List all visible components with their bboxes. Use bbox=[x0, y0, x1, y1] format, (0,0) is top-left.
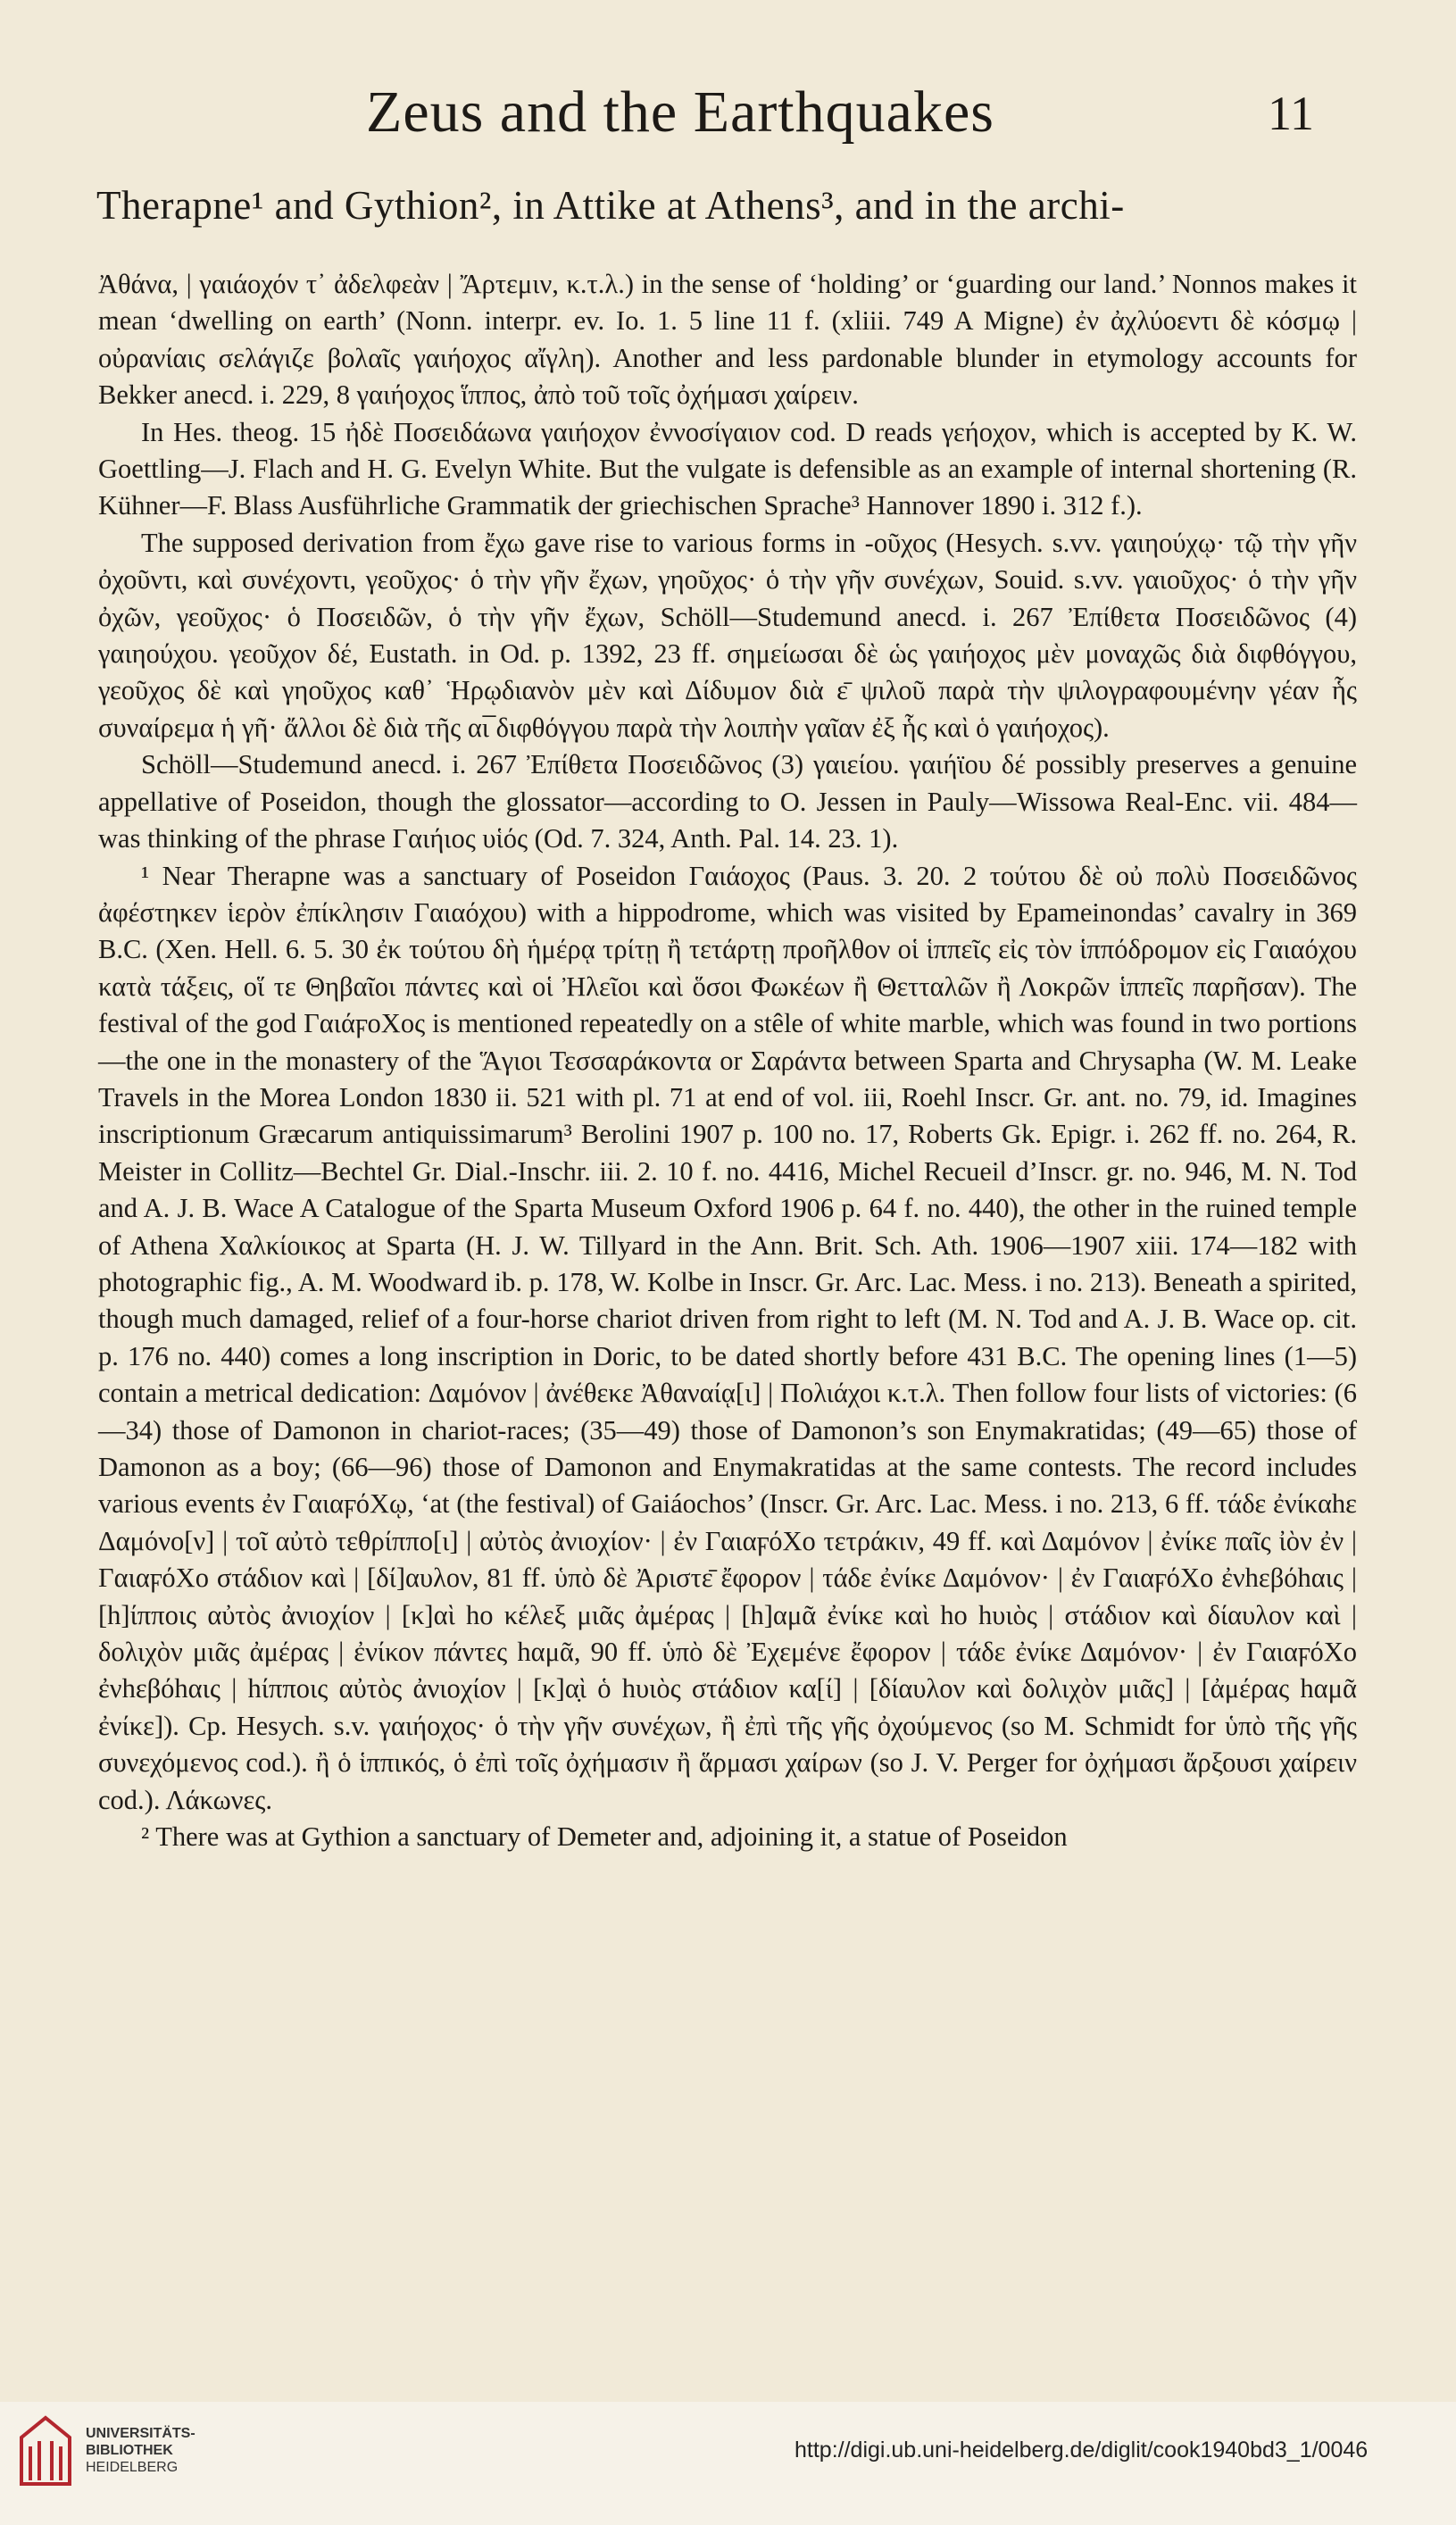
footnote-text: Ἀθάνα, | γαιάοχόν τ᾽ ἀδελφεὰν | Ἄρτεμιν, κ.τ.λ.) in the sense of ‘holding’ or ‘guarding our land.’ Nonnos makes it mean ‘dwelling on earth’ (Nonn. interpr. ev. Io. 1. 5 line 11 f. (xliii. 749 A Migne) ἐν ἀχλύοεντι δὲ κόσμῳ | οὐρανίαις σελάγιζε βολαῖς γαιήοχος αἴγλη). Another and less pardonable blunder in etymology accounts for Bekker anecd. i. 229, 8 γαιήοχος ἵππος, ἀπὸ τοῦ τοῖς ὀχήμασι χαίρειν. bbox=[98, 269, 1357, 411]
library-name-line: BIBLIOTHEK bbox=[86, 2443, 173, 2458]
footnote-text: In Hes. theog. 15 ἠδὲ Ποσειδάωνα γαιήοχον ἐννοσίγαιον cod. D reads γεήοχον, which is accepted by K. W. Goettling—J. Flach and H. G. Evelyn White. But the vulgate is defensible as an example of internal shortening (R. Kühner—F. Blass Ausführliche Grammatik der griechischen Sprache³ Hannover 1890 i. 312 f.). bbox=[98, 416, 1357, 521]
footnote-paragraph bbox=[98, 746, 1357, 857]
library-name-line: UNIVERSITÄTS- bbox=[86, 2426, 196, 2441]
university-library-logo-icon bbox=[14, 2411, 77, 2491]
footnote-text: ² There was at Gythion a sanctuary of Demeter and, adjoining it, a statue of Poseidon bbox=[141, 1821, 1068, 1853]
footnote-paragraph bbox=[98, 414, 1357, 525]
running-title: Zeus and the Earthquakes bbox=[366, 79, 994, 145]
footnote-text: ¹ Near Therapne was a sanctuary of Poseidon Γαιάοχος (Paus. 3. 20. 2 τούτου δὲ οὐ πολὺ Ποσειδῶνος ἀφέστηκεν ἱερὸν ἐπίκλησιν Γαιαόχου) with a hippodrome, which was visited by Epameinondas’ cavalry in 369 B.C. (Xen. Hell. 6. 5. 30 ἐκ τούτου δὴ ἡμέρᾳ τρίτῃ ἢ τετάρτῃ προῆλθον οἱ ἱππεῖς εἰς τὸν ἱππόδρομον εἰς Γαιαόχου κατὰ τάξεις, οἵ τε Θηβαῖοι πάντες καὶ οἱ Ἠλεῖοι καὶ ὅσοι Φωκέων ἢ Θετταλῶν ἢ Λοκρῶν ἱππεῖς παρῆσαν). The festival of the god ΓαιάϝοΧος is mentioned repeatedly on a stêle of white marble, which was found in two portions—the one in the monastery of the Ἅγιοι Τεσσαράκοντα or Σαράντα between Sparta and Chrysapha (W. M. Leake Travels in the Morea London 1830 ii. 521 with pl. 71 at end of vol. iii, Roehl Inscr. Gr. ant. no. 79, id. Imagines inscriptionum Græcarum antiquissimarum³ Berolini 1907 p. 100 no. 17, Roberts Gk. Epigr. i. 262 ff. no. 264, R. Meister in Collitz—Bechtel Gr. Dial.-Inschr. iii. 2. 10 f. no. 4416, Michel Recueil d’Inscr. gr. no. 946, M. N. Tod and A. J. B. Wace A Catalogue of the Sparta Museum Oxford 1906 p. 64 f. no. 440), the other in the ruined temple of Athena Χαλκίοικος at Sparta (H. J. W. Tillyard in the Ann. Brit. Sch. Ath. 1906—1907 xiii. 174—182 with photographic fig., A. M. Woodward ib. p. 178, W. Kolbe in Inscr. Gr. Arc. Lac. Mess. i no. 213). Beneath a spirited, though much damaged, relief of a four-horse chariot driven from right to left (M. N. Tod and A. J. B. Wace op. cit. p. 176 no. 440) comes a long inscription in Doric, to be dated shortly before 431 B.C. The opening lines (1—5) contain a metrical dedication: Δαμόνον | ἀνέθεκε Ἀθαναίᾳ[ι] | Πολιάχοι κ.τ.λ. Then follow four lists of victories: (6—34) those of Damonon in chariot-races; (35—49) those of Damonon’s son Enymakratidas; (49—65) those of Damonon as a boy; (66—96) those of Damonon and Enymakratidas at the same contests. The record includes various events ἐν ΓαιαϝόΧῳ, ‘at (the festival) of Gaiáochos’ (Inscr. Gr. Arc. Lac. Mess. i no. 213, 6 ff. τάδε ἐνίκαhε Δαμόνο[ν] | τοῖ αὐτὸ τεθρίππο[ι] | αὐτὸς ἀνιοχίον· | ἐν ΓαιαϝόΧο τετράκιν, 49 ff. καὶ Δαμόνον | ἐνίκε παῖς ἰὸν ἐν | ΓαιαϝόΧο στάδιον καὶ | [δί]αυλον, 81 ff. ὑπὸ δὲ Ἀριστε̄ ἔφορον | τάδε ἐνίκε Δαμόνον· | ἐν ΓαιαϝόΧο ἐνhεβόhαις | [h]ίπποις αὐτὸς ἀνιοχίον | [κ]αὶ hο κέλεξ μιᾶς ἀμέρας | [h]αμᾶ ἐνίκε καὶ hο hυιὸς | στάδιον καὶ δίαυλον καὶ | δολιχὸν μιᾶς ἀμέρας | ἐνίκον πάντες hαμᾶ, 90 ff. ὑπὸ δὲ Ἐχεμένε ἔφορον | τάδε ἐνίκε Δαμόνον· | ἐν ΓαιαϝόΧο ἐνhεβόhαις | hίπποις αὐτὸς ἀνιοχίον | [κ]α̣ὶ ὁ hυιὸς στάδιον κα[ί] | [δίαυλον καὶ δολιχὸν μιᾶς] | [ἀμέρας hαμᾶ ἐνίκε]). Cp. Hesych. s.v. γαιήοχος· ὁ τὴν γῆν συνέχων, ἢ ἐπὶ τῆς γῆς ὀχούμενος (so M. Schmidt for ὑπὸ τῆς γῆς συνεχόμενος cod.). ἢ ὁ ἱππικός, ὁ ἐπὶ τοῖς ὀχήμασιν ἢ ἅρμασι χαίρων (so J. V. Perger for ὀχήμασι ἄρξουσι χαίρειν cod.). Λάκωνες. bbox=[98, 860, 1357, 1815]
footnote-text: Schöll—Studemund anecd. i. 267 Ἐπίθετα Ποσειδῶνος (3) γαιείου. γαιήϊου δέ possibly preserves a genuine appellative of Poseidon, though the glossator—according to O. Jessen in Pauly—Wissowa Real-Enc. vii. 484—was thinking of the phrase Γαιήιος υἱός (Od. 7. 324, Anth. Pal. 14. 23. 1). bbox=[98, 749, 1357, 854]
library-name bbox=[86, 2425, 196, 2476]
digitization-footer bbox=[0, 2402, 1456, 2525]
footnote-paragraph bbox=[98, 858, 1357, 1820]
body-text-line: Therapne¹ and Gythion², in Attike at Athens³, and in the archi- bbox=[96, 183, 1125, 228]
footnote-paragraph bbox=[98, 1819, 1357, 1855]
footnote-paragraph bbox=[98, 266, 1357, 414]
source-url-link[interactable]: http://digi.ub.uni-heidelberg.de/diglit/cook1940bd3_1/0046 bbox=[795, 2438, 1369, 2462]
footnotes bbox=[98, 266, 1357, 1855]
footnote-paragraph bbox=[98, 525, 1357, 746]
library-name-line: HEIDELBERG bbox=[86, 2460, 179, 2475]
page-number: 11 bbox=[1268, 87, 1314, 140]
footnote-text: The supposed derivation from ἔχω gave rise to various forms in -οῦχος (Hesych. s.vv. γαιηούχῳ· τῷ τὴν γῆν ὀχοῦντι, καὶ συνέχοντι, γεοῦχος· ὁ τὴν γῆν ἔχων, γηοῦχος· ὁ τὴν γῆν συνέχων, Souid. s.vv. γαιοῦχος· ὁ τὴν γῆν ὀχῶν, γεοῦχος· ὁ Ποσειδῶν, ὁ τὴν γῆν ἔχων, Schöll—Studemund anecd. i. 267 Ἐπίθετα Ποσειδῶνος (4) γαιηούχου. γεοῦχον δέ, Eustath. in Od. p. 1392, 23 ff. σημείωσαι δὲ ὡς γαιήοχος μὲν μοναχῶς διὰ διφθόγγου, γεοῦχος δὲ καὶ γηοῦχος καθ᾽ Ἡρῳδιανὸν μὲν καὶ Δίδυμον διὰ ε̄ ψιλοῦ παρὰ τὴν ψιλογραφουμένην γέαν ἧς συναίρεμα ἡ γῆ· ἄλλοι δὲ διὰ τῆς αι̅ διφθόγγου παρὰ τὴν λοιπὴν γαῖαν ἐξ ἧς καὶ ὁ γαιήοχος). bbox=[98, 527, 1357, 743]
